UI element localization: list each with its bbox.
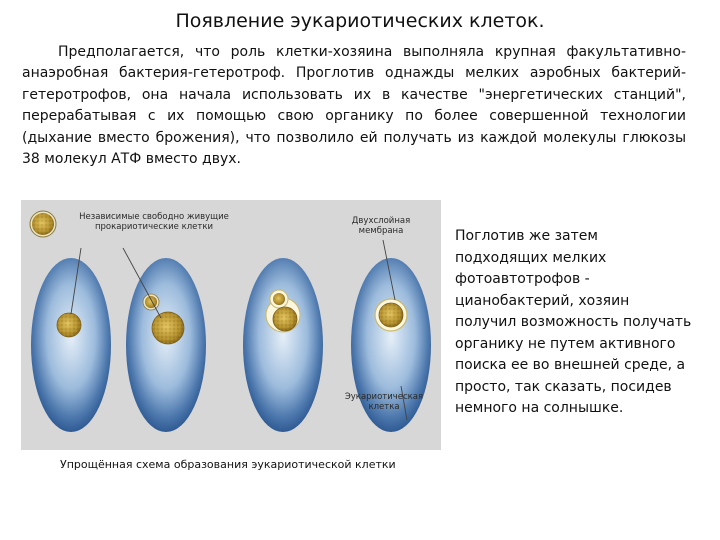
- host-cell-1: [31, 258, 111, 432]
- host-cell-2: [126, 258, 206, 432]
- figure-caption: Упрощённая схема образования эукариотической клетки: [60, 458, 396, 471]
- side-paragraph: Поглотив же затем подходящих мелких фотоавтотрофов - цианобактерий, хозяин получил возможность получать органику не путем активного поиска ее во внешней среде, а просто, так сказать, посидев немного на солнышке.: [455, 228, 692, 416]
- label-eukaryote: Эукариотическая клетка: [344, 392, 424, 412]
- free-prokaryote-cell: [30, 211, 56, 237]
- label-membrane: Двухслойная мембрана: [351, 216, 411, 236]
- host-cell-3: [243, 258, 323, 432]
- label-prokaryotes: Независимые свободно живущие прокариотические клетки: [79, 212, 229, 232]
- intro-paragraph: Предполагается, что роль клетки-хозяина выполняла крупная факультативно-анаэробная бактерия-гетеротроф. Проглотив однажды мелких аэробных бактерий-гетеротрофов, она начала использовать их в качестве "энергетических станций", перерабатывая с их помощью свою органику по более совершенной технологии (дыхание вместо брожения), что позволило ей получать из каждой молекулы глюкозы 38 молекул АТФ вместо двух.: [22, 44, 686, 168]
- eukaryote-formation-diagram: [21, 200, 441, 450]
- page-title: Появление эукариотических клеток.: [175, 10, 545, 32]
- diagram-canvas: [21, 200, 441, 450]
